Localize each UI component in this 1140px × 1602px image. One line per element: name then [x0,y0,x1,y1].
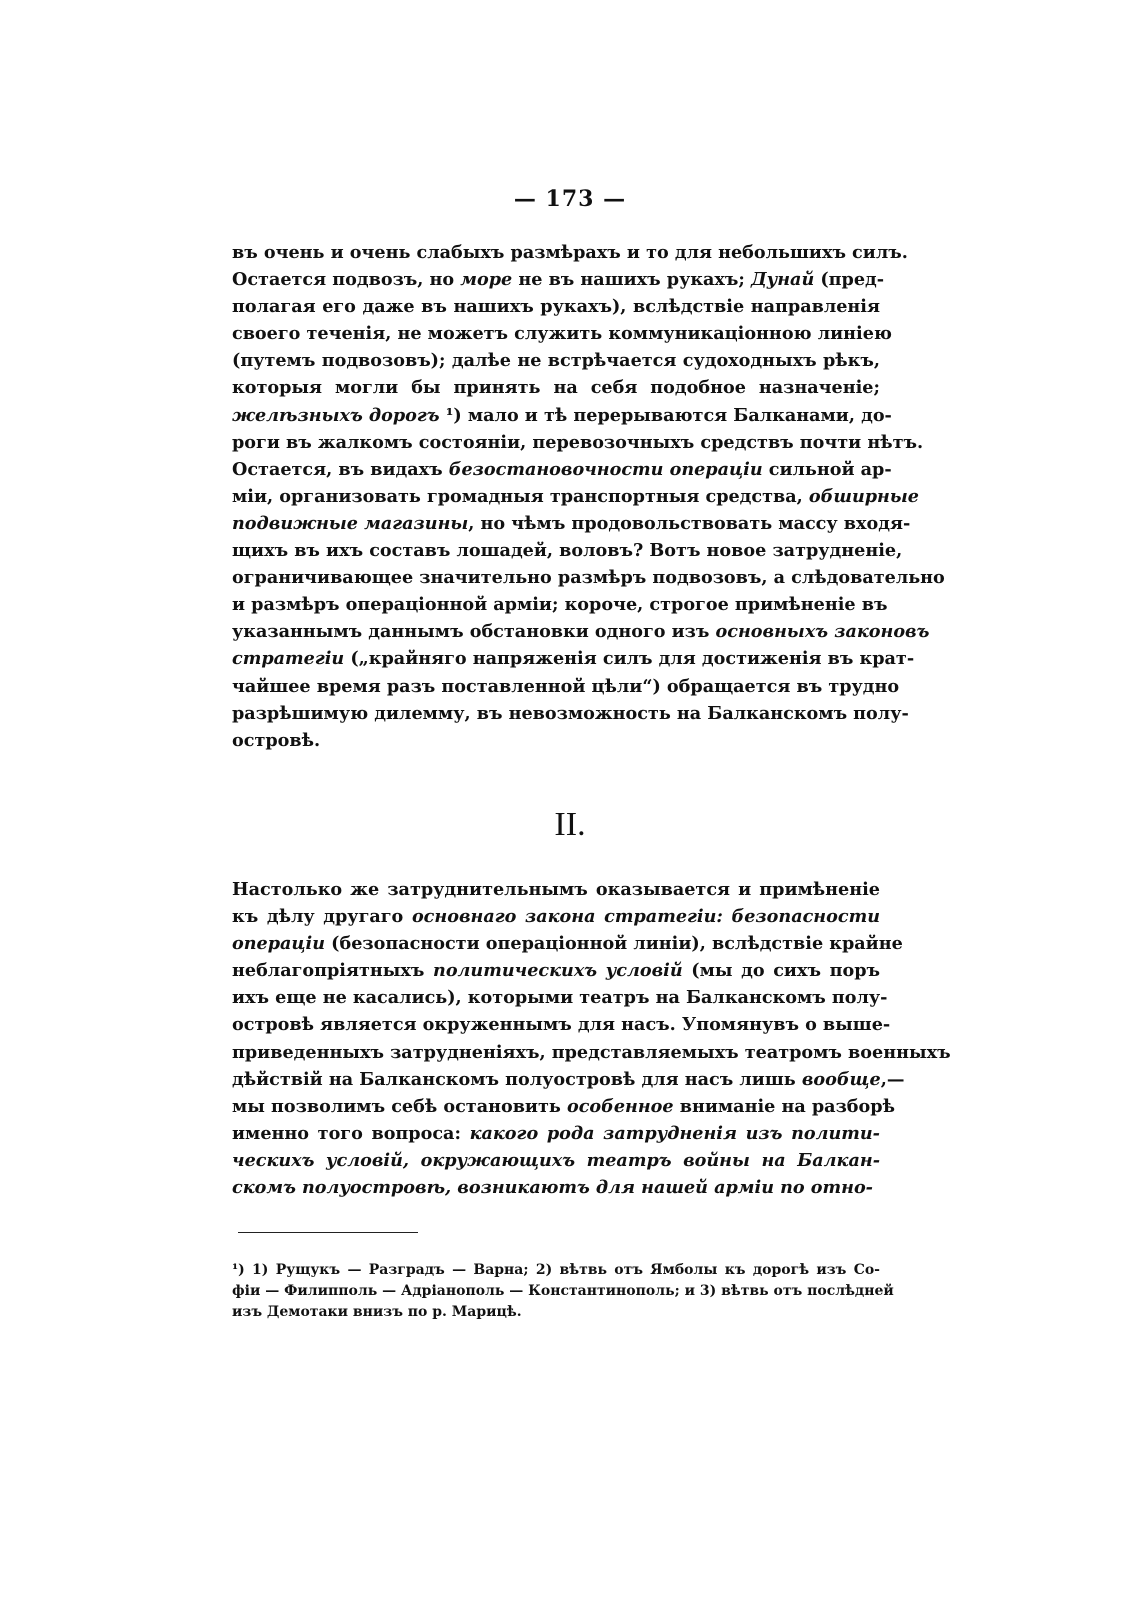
italic-text: основнаго закона стратегіи: безопасности [411,906,880,928]
text-line [232,320,892,347]
text-line [232,374,880,401]
text-line [232,293,880,320]
text-run: ограничивающее значительно размѣръ подвозовъ, а слѣдовательно [232,567,945,589]
text-run: (безопасности операціонной линіи), вслѣдствіе крайне [325,933,903,955]
paragraph-2 [232,876,951,1201]
page-number: — 173 — [513,186,627,212]
text-run: дѣйствій на Балканскомъ полуостровѣ для насъ лишь [232,1068,802,1090]
text-run: ихъ еще не касались), которыми театръ на Балканскомъ полу- [232,987,888,1009]
text-run: въ очень и очень слабыхъ размѣрахъ и то для небольшихъ силъ. [232,242,908,263]
text-line [232,266,885,293]
text-line [232,347,880,374]
footnote-line: изъ Демотаки внизъ по р. Марицѣ. [232,1304,522,1320]
italic-text: политическихъ условій [433,960,683,982]
text-run: („крайняго напряженія силъ для достиженія въ крат- [344,648,915,670]
text-run: (путемъ подвозовъ); далѣе не встрѣчается судоходныхъ рѣкъ, [232,350,880,372]
text-run: Настолько же затруднительнымъ оказывается и примѣненіе [232,879,880,900]
italic-text: основныхъ законовъ [715,621,930,643]
text-line [232,564,945,591]
text-run: и размѣръ операціонной арміи; короче, строгое примѣненіе въ [232,594,888,616]
text-run: приведенныхъ затрудненіяхъ, представляемыхъ театромъ военныхъ [232,1041,951,1063]
text-run: островѣ. [232,729,321,751]
text-run: (пред- [814,269,885,291]
footnote-line: ¹) 1) Рущукъ — Разградъ — Варна; 2) вѣтвь отъ Ямболы къ дорогѣ изъ Со- [232,1262,880,1278]
text-run: мы позволимъ себѣ остановить [232,1095,567,1117]
text-line [232,1174,880,1201]
italic-text: Дунай [751,269,815,291]
text-run: разрѣшимую дилемму, въ невозможность на Балканскомъ полу- [232,702,909,724]
text-line [232,456,892,483]
text-run: не въ нашихъ рукахъ; [512,269,752,291]
text-run: къ дѣлу другаго [232,906,412,928]
italic-text: подвижные магазины [232,512,469,534]
text-run: указаннымъ даннымъ обстановки одного изъ [232,621,716,643]
footnote-divider [238,1232,418,1233]
text-run: , но чѣмъ продовольствовать массу входя- [468,512,911,534]
italic-text: вообще [801,1068,881,1090]
italic-text: операціи [232,933,326,955]
text-line [232,239,908,266]
text-line [232,591,888,618]
text-line [232,645,915,672]
italic-text: особенное [566,1095,674,1117]
text-line [232,1039,951,1066]
text-run: которыя могли бы принять на себя подобное назначеніе; [232,377,880,399]
text-run: островѣ является окруженнымъ для насъ. Упомянувъ о выше- [232,1014,891,1036]
text-line [232,984,888,1011]
paragraph-1 [232,239,945,754]
text-run: сильной ар- [762,458,892,480]
text-line [232,1011,891,1038]
footnote [232,1260,894,1323]
text-run: неблагопріятныхъ [232,960,434,982]
text-line [232,402,892,429]
text-run: (мы до сихъ поръ [682,960,880,982]
text-run: ¹) мало и тѣ перерываются Балканами, до- [439,404,892,426]
text-run: щихъ въ ихъ составъ лошадей, воловъ? Вотъ новое затрудненіе, [232,540,903,562]
text-line [232,510,911,537]
text-run: Остается, въ видахъ [232,458,449,480]
text-line [232,483,919,510]
italic-text: обширные [808,485,919,507]
text-line [232,618,930,645]
italic-text: безостановочности операціи [448,458,763,480]
text-run: полагая его даже въ нашихъ рукахъ), вслѣдствіе направленія [232,296,880,318]
text-run: именно того вопроса: [232,1122,470,1144]
text-line [232,903,880,930]
text-run: чайшее время разъ поставленной цѣли“) обращается въ трудно [232,675,900,697]
italic-text: скомъ полуостровѣ, возникаютъ для нашей арміи по отно- [232,1177,873,1199]
text-line [232,429,924,456]
text-run: Остается подвозъ, но [232,269,461,291]
text-line [232,1120,880,1147]
text-line [232,673,900,700]
text-run: ,— [880,1068,905,1090]
text-line [232,700,909,727]
italic-text: желѣзныхъ дорогъ [232,404,440,426]
italic-text: какого рода затрудненія изъ полити- [469,1122,880,1144]
text-run: своего теченія, не можетъ служить коммуникаціонною линіею [232,323,892,345]
text-line [232,1147,880,1174]
section-title: II. [554,806,586,843]
text-run: міи, организовать громадныя транспортныя средства, [232,485,809,507]
text-line [232,1093,895,1120]
text-line [232,1066,905,1093]
text-line [232,876,880,903]
text-run: вниманіе на разборѣ [673,1095,895,1117]
italic-text: стратегіи [232,648,345,670]
text-line [232,957,880,984]
italic-text: ческихъ условій, окружающихъ театръ войны на Балкан- [232,1149,880,1171]
italic-text: море [460,269,513,291]
text-line [232,930,903,957]
footnote-line: фіи — Филипполь — Адріанополь — Константинополь; и 3) вѣтвь отъ послѣдней [232,1283,894,1299]
text-line [232,537,903,564]
text-run: роги въ жалкомъ состояніи, перевозочныхъ средствъ почти нѣтъ. [232,431,924,453]
text-line [232,727,880,754]
